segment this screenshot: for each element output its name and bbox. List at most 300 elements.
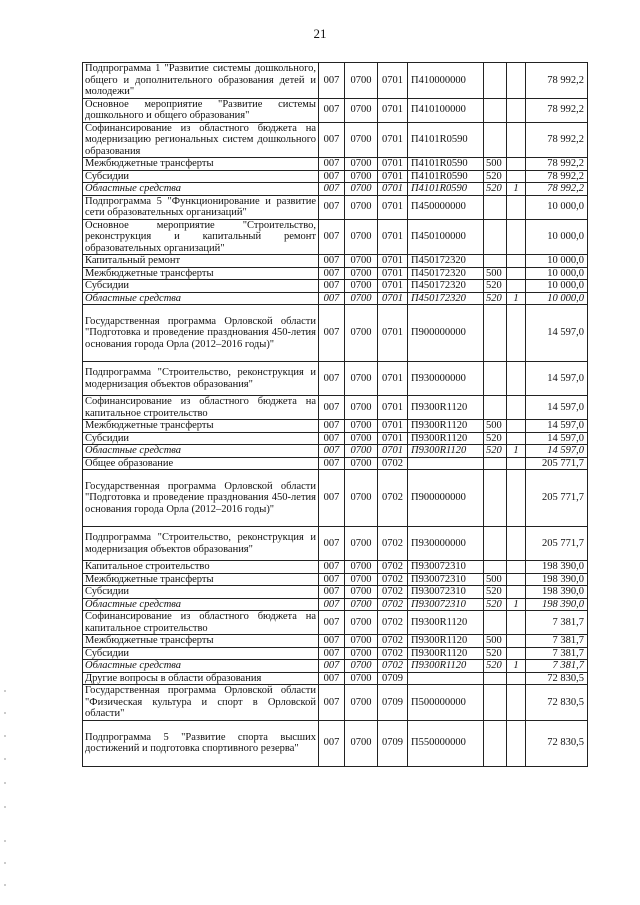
ministry-code: 007: [319, 470, 345, 527]
section-code: 0700: [345, 635, 378, 648]
funding-source: [507, 432, 526, 445]
subsection-code: 0702: [378, 527, 408, 561]
row-name: Софинансирование из областного бюджета на капитальное строительство: [83, 611, 319, 635]
expense-type: [484, 362, 507, 396]
target-article: П930072310: [408, 598, 484, 611]
subsection-code: 0702: [378, 573, 408, 586]
table-row: [83, 396, 588, 420]
section-code: 0700: [345, 561, 378, 574]
target-article: П550000000: [408, 720, 484, 766]
funding-source: [507, 672, 526, 685]
ministry-code: 007: [319, 280, 345, 293]
row-name: Областные средства: [83, 598, 319, 611]
row-name: Основное мероприятие "Развитие системы дошкольного и общего образования": [83, 98, 319, 122]
subsection-code: 0701: [378, 420, 408, 433]
section-code: 0700: [345, 470, 378, 527]
subsection-code: 0702: [378, 660, 408, 673]
target-article: П9300R1120: [408, 635, 484, 648]
expense-type: [484, 685, 507, 721]
ministry-code: 007: [319, 685, 345, 721]
ministry-code: 007: [319, 445, 345, 458]
table-row: [83, 432, 588, 445]
expense-type: 500: [484, 635, 507, 648]
ministry-code: 007: [319, 63, 345, 99]
amount: 198 390,0: [526, 598, 588, 611]
expense-type: [484, 195, 507, 219]
subsection-code: 0701: [378, 255, 408, 268]
funding-source: [507, 470, 526, 527]
row-name: Государственная программа Орловской области "Физическая культура и спорт в Орловской области": [83, 685, 319, 721]
expense-type: 520: [484, 598, 507, 611]
target-article: П930072310: [408, 561, 484, 574]
row-name: Областные средства: [83, 660, 319, 673]
subsection-code: 0701: [378, 195, 408, 219]
funding-source: [507, 586, 526, 599]
amount: 198 390,0: [526, 561, 588, 574]
funding-source: [507, 98, 526, 122]
amount: 198 390,0: [526, 573, 588, 586]
amount: 205 771,7: [526, 527, 588, 561]
subsection-code: 0702: [378, 561, 408, 574]
subsection-code: 0701: [378, 98, 408, 122]
row-name: Софинансирование из областного бюджета на модернизацию региональных систем дошкольного образования: [83, 122, 319, 158]
amount: 205 771,7: [526, 470, 588, 527]
funding-source: 1: [507, 660, 526, 673]
table-row: [83, 219, 588, 255]
target-article: П930072310: [408, 586, 484, 599]
ministry-code: 007: [319, 267, 345, 280]
subsection-code: 0709: [378, 685, 408, 721]
scan-dot: [4, 758, 6, 760]
scan-dot: [4, 862, 6, 864]
amount: 14 597,0: [526, 420, 588, 433]
ministry-code: 007: [319, 98, 345, 122]
expense-type: [484, 561, 507, 574]
funding-source: [507, 255, 526, 268]
section-code: 0700: [345, 219, 378, 255]
amount: 205 771,7: [526, 457, 588, 470]
row-name: Другие вопросы в области образования: [83, 672, 319, 685]
scan-dot: [4, 884, 6, 886]
ministry-code: 007: [319, 672, 345, 685]
target-article: П930000000: [408, 527, 484, 561]
section-code: 0700: [345, 647, 378, 660]
amount: 7 381,7: [526, 647, 588, 660]
section-code: 0700: [345, 586, 378, 599]
funding-source: 1: [507, 598, 526, 611]
expense-type: 500: [484, 267, 507, 280]
amount: 78 992,2: [526, 170, 588, 183]
target-article: П450172320: [408, 280, 484, 293]
table-row: [83, 647, 588, 660]
ministry-code: 007: [319, 420, 345, 433]
ministry-code: 007: [319, 362, 345, 396]
subsection-code: 0701: [378, 183, 408, 196]
ministry-code: 007: [319, 561, 345, 574]
row-name: Межбюджетные трансферты: [83, 267, 319, 280]
amount: 10 000,0: [526, 292, 588, 305]
row-name: Капитальное строительство: [83, 561, 319, 574]
section-code: 0700: [345, 527, 378, 561]
expense-type: [484, 527, 507, 561]
subsection-code: 0702: [378, 635, 408, 648]
row-name: Субсидии: [83, 647, 319, 660]
table-row: [83, 470, 588, 527]
subsection-code: 0701: [378, 219, 408, 255]
ministry-code: 007: [319, 219, 345, 255]
amount: 10 000,0: [526, 255, 588, 268]
funding-source: [507, 280, 526, 293]
ministry-code: 007: [319, 660, 345, 673]
subsection-code: 0701: [378, 158, 408, 171]
funding-source: [507, 457, 526, 470]
funding-source: [507, 561, 526, 574]
funding-source: 1: [507, 183, 526, 196]
funding-source: [507, 611, 526, 635]
section-code: 0700: [345, 305, 378, 362]
expense-type: [484, 305, 507, 362]
section-code: 0700: [345, 672, 378, 685]
scan-dot: [4, 712, 6, 714]
target-article: П9300R1120: [408, 420, 484, 433]
row-name: Субсидии: [83, 586, 319, 599]
subsection-code: 0702: [378, 611, 408, 635]
amount: 78 992,2: [526, 183, 588, 196]
row-name: Государственная программа Орловской области "Подготовка и проведение празднования 450-летия основания города Орла (2012–2016 годы)": [83, 305, 319, 362]
ministry-code: 007: [319, 195, 345, 219]
table-row: [83, 445, 588, 458]
expense-type: 500: [484, 158, 507, 171]
target-article: П9300R1120: [408, 611, 484, 635]
target-article: П930000000: [408, 362, 484, 396]
subsection-code: 0701: [378, 292, 408, 305]
expense-type: 520: [484, 445, 507, 458]
target-article: П4101R0590: [408, 183, 484, 196]
expense-type: [484, 720, 507, 766]
funding-source: [507, 305, 526, 362]
table-row: [83, 527, 588, 561]
table-row: [83, 457, 588, 470]
funding-source: [507, 573, 526, 586]
subsection-code: 0701: [378, 122, 408, 158]
expense-type: 520: [484, 183, 507, 196]
row-name: Областные средства: [83, 445, 319, 458]
amount: 78 992,2: [526, 63, 588, 99]
amount: 10 000,0: [526, 219, 588, 255]
row-name: Межбюджетные трансферты: [83, 573, 319, 586]
target-article: П4101R0590: [408, 122, 484, 158]
table-row: [83, 158, 588, 171]
table-row: [83, 122, 588, 158]
row-name: Подпрограмма 1 "Развитие системы дошкольного, общего и дополнительного образования детей и молодежи": [83, 63, 319, 99]
section-code: 0700: [345, 573, 378, 586]
expense-type: [484, 396, 507, 420]
table-row: [83, 280, 588, 293]
row-name: Общее образование: [83, 457, 319, 470]
section-code: 0700: [345, 195, 378, 219]
expense-type: 520: [484, 432, 507, 445]
target-article: П9300R1120: [408, 660, 484, 673]
table-row: [83, 195, 588, 219]
expense-type: [484, 470, 507, 527]
amount: 78 992,2: [526, 98, 588, 122]
expense-type: [484, 457, 507, 470]
ministry-code: 007: [319, 122, 345, 158]
ministry-code: 007: [319, 170, 345, 183]
ministry-code: 007: [319, 573, 345, 586]
ministry-code: 007: [319, 396, 345, 420]
funding-source: [507, 63, 526, 99]
funding-source: [507, 267, 526, 280]
amount: 10 000,0: [526, 280, 588, 293]
section-code: 0700: [345, 420, 378, 433]
amount: 78 992,2: [526, 122, 588, 158]
subsection-code: 0702: [378, 647, 408, 660]
table-row: [83, 672, 588, 685]
target-article: П9300R1120: [408, 647, 484, 660]
subsection-code: 0702: [378, 586, 408, 599]
section-code: 0700: [345, 457, 378, 470]
subsection-code: 0701: [378, 396, 408, 420]
amount: 72 830,5: [526, 672, 588, 685]
ministry-code: 007: [319, 611, 345, 635]
section-code: 0700: [345, 122, 378, 158]
section-code: 0700: [345, 396, 378, 420]
row-name: Государственная программа Орловской области "Подготовка и проведение празднования 450-летия основания города Орла (2012–2016 годы)": [83, 470, 319, 527]
scan-dot: [4, 735, 6, 737]
subsection-code: 0702: [378, 470, 408, 527]
table-row: [83, 292, 588, 305]
table-row: [83, 720, 588, 766]
subsection-code: 0701: [378, 432, 408, 445]
funding-source: [507, 170, 526, 183]
ministry-code: 007: [319, 183, 345, 196]
table-row: [83, 611, 588, 635]
target-article: [408, 672, 484, 685]
section-code: 0700: [345, 170, 378, 183]
ministry-code: 007: [319, 432, 345, 445]
scan-dot: [4, 690, 6, 692]
subsection-code: 0709: [378, 720, 408, 766]
target-article: П930072310: [408, 573, 484, 586]
funding-source: [507, 720, 526, 766]
funding-source: [507, 396, 526, 420]
target-article: П410000000: [408, 63, 484, 99]
amount: 78 992,2: [526, 158, 588, 171]
row-name: Субсидии: [83, 170, 319, 183]
table-row: [83, 255, 588, 268]
section-code: 0700: [345, 685, 378, 721]
section-code: 0700: [345, 292, 378, 305]
table-row: [83, 586, 588, 599]
funding-source: [507, 195, 526, 219]
table-row: [83, 685, 588, 721]
target-article: П450100000: [408, 219, 484, 255]
expense-type: 520: [484, 660, 507, 673]
expense-type: [484, 122, 507, 158]
amount: 14 597,0: [526, 305, 588, 362]
section-code: 0700: [345, 720, 378, 766]
expense-type: 500: [484, 573, 507, 586]
expense-type: [484, 255, 507, 268]
section-code: 0700: [345, 598, 378, 611]
subsection-code: 0701: [378, 362, 408, 396]
expense-type: 520: [484, 170, 507, 183]
page-number: 21: [313, 26, 327, 41]
subsection-code: 0701: [378, 445, 408, 458]
section-code: 0700: [345, 660, 378, 673]
table-row: [83, 183, 588, 196]
expense-type: [484, 611, 507, 635]
amount: 14 597,0: [526, 445, 588, 458]
amount: 72 830,5: [526, 720, 588, 766]
target-article: П9300R1120: [408, 445, 484, 458]
funding-source: [507, 158, 526, 171]
row-name: Подпрограмма "Строительство, реконструкция и модернизация объектов образования": [83, 527, 319, 561]
amount: 7 381,7: [526, 660, 588, 673]
row-name: Областные средства: [83, 183, 319, 196]
funding-source: 1: [507, 445, 526, 458]
funding-source: [507, 685, 526, 721]
expense-type: 520: [484, 292, 507, 305]
section-code: 0700: [345, 158, 378, 171]
ministry-code: 007: [319, 255, 345, 268]
section-code: 0700: [345, 611, 378, 635]
section-code: 0700: [345, 267, 378, 280]
expense-type: 520: [484, 647, 507, 660]
target-article: П450172320: [408, 255, 484, 268]
target-article: П4101R0590: [408, 158, 484, 171]
ministry-code: 007: [319, 305, 345, 362]
ministry-code: 007: [319, 586, 345, 599]
subsection-code: 0701: [378, 170, 408, 183]
section-code: 0700: [345, 445, 378, 458]
expense-type: 520: [484, 586, 507, 599]
row-name: Софинансирование из областного бюджета на капитальное строительство: [83, 396, 319, 420]
amount: 198 390,0: [526, 586, 588, 599]
target-article: П450172320: [408, 292, 484, 305]
subsection-code: 0701: [378, 63, 408, 99]
funding-source: [507, 647, 526, 660]
ministry-code: 007: [319, 527, 345, 561]
expense-type: [484, 98, 507, 122]
section-code: 0700: [345, 362, 378, 396]
budget-rows: [83, 63, 588, 767]
expense-type: [484, 672, 507, 685]
section-code: 0700: [345, 63, 378, 99]
row-name: Межбюджетные трансферты: [83, 635, 319, 648]
expense-type: 500: [484, 420, 507, 433]
amount: 7 381,7: [526, 635, 588, 648]
scan-dot: [4, 782, 6, 784]
ministry-code: 007: [319, 635, 345, 648]
target-article: П410100000: [408, 98, 484, 122]
row-name: Подпрограмма 5 "Развитие спорта высших достижений и подготовка спортивного резерва": [83, 720, 319, 766]
row-name: Субсидии: [83, 280, 319, 293]
row-name: Межбюджетные трансферты: [83, 158, 319, 171]
amount: 10 000,0: [526, 195, 588, 219]
subsection-code: 0702: [378, 598, 408, 611]
funding-source: [507, 362, 526, 396]
target-article: П9300R1120: [408, 396, 484, 420]
ministry-code: 007: [319, 647, 345, 660]
amount: 14 597,0: [526, 396, 588, 420]
amount: 7 381,7: [526, 611, 588, 635]
target-article: П900000000: [408, 305, 484, 362]
table-row: [83, 573, 588, 586]
target-article: П450000000: [408, 195, 484, 219]
amount: 14 597,0: [526, 432, 588, 445]
subsection-code: 0701: [378, 280, 408, 293]
table-row: [83, 98, 588, 122]
amount: 14 597,0: [526, 362, 588, 396]
section-code: 0700: [345, 183, 378, 196]
table-row: [83, 170, 588, 183]
target-article: П9300R1120: [408, 432, 484, 445]
table-row: [83, 63, 588, 99]
table-row: [83, 660, 588, 673]
funding-source: 1: [507, 292, 526, 305]
section-code: 0700: [345, 432, 378, 445]
scan-edge-dots: [4, 0, 12, 905]
funding-source: [507, 420, 526, 433]
funding-source: [507, 122, 526, 158]
expense-type: [484, 219, 507, 255]
table-row: [83, 635, 588, 648]
ministry-code: 007: [319, 158, 345, 171]
section-code: 0700: [345, 98, 378, 122]
subsection-code: 0701: [378, 305, 408, 362]
funding-source: [507, 219, 526, 255]
section-code: 0700: [345, 280, 378, 293]
ministry-code: 007: [319, 720, 345, 766]
table-row: [83, 362, 588, 396]
target-article: [408, 457, 484, 470]
row-name: Подпрограмма 5 "Функционирование и развитие сети образовательных организаций": [83, 195, 319, 219]
subsection-code: 0701: [378, 267, 408, 280]
section-code: 0700: [345, 255, 378, 268]
ministry-code: 007: [319, 292, 345, 305]
table-row: [83, 420, 588, 433]
expense-type: 520: [484, 280, 507, 293]
target-article: П4101R0590: [408, 170, 484, 183]
scan-dot: [4, 840, 6, 842]
amount: 10 000,0: [526, 267, 588, 280]
table-row: [83, 267, 588, 280]
target-article: П900000000: [408, 470, 484, 527]
scan-dot: [4, 806, 6, 808]
table-row: [83, 561, 588, 574]
row-name: Межбюджетные трансферты: [83, 420, 319, 433]
funding-source: [507, 527, 526, 561]
table-row: [83, 598, 588, 611]
row-name: Основное мероприятие "Строительство, реконструкция и капитальный ремонт образовательных организаций": [83, 219, 319, 255]
row-name: Капитальный ремонт: [83, 255, 319, 268]
table-row: [83, 305, 588, 362]
ministry-code: 007: [319, 457, 345, 470]
subsection-code: 0702: [378, 457, 408, 470]
row-name: Областные средства: [83, 292, 319, 305]
funding-source: [507, 635, 526, 648]
row-name: Подпрограмма "Строительство, реконструкция и модернизация объектов образования": [83, 362, 319, 396]
expense-type: [484, 63, 507, 99]
subsection-code: 0709: [378, 672, 408, 685]
amount: 72 830,5: [526, 685, 588, 721]
row-name: Субсидии: [83, 432, 319, 445]
ministry-code: 007: [319, 598, 345, 611]
target-article: П500000000: [408, 685, 484, 721]
target-article: П450172320: [408, 267, 484, 280]
